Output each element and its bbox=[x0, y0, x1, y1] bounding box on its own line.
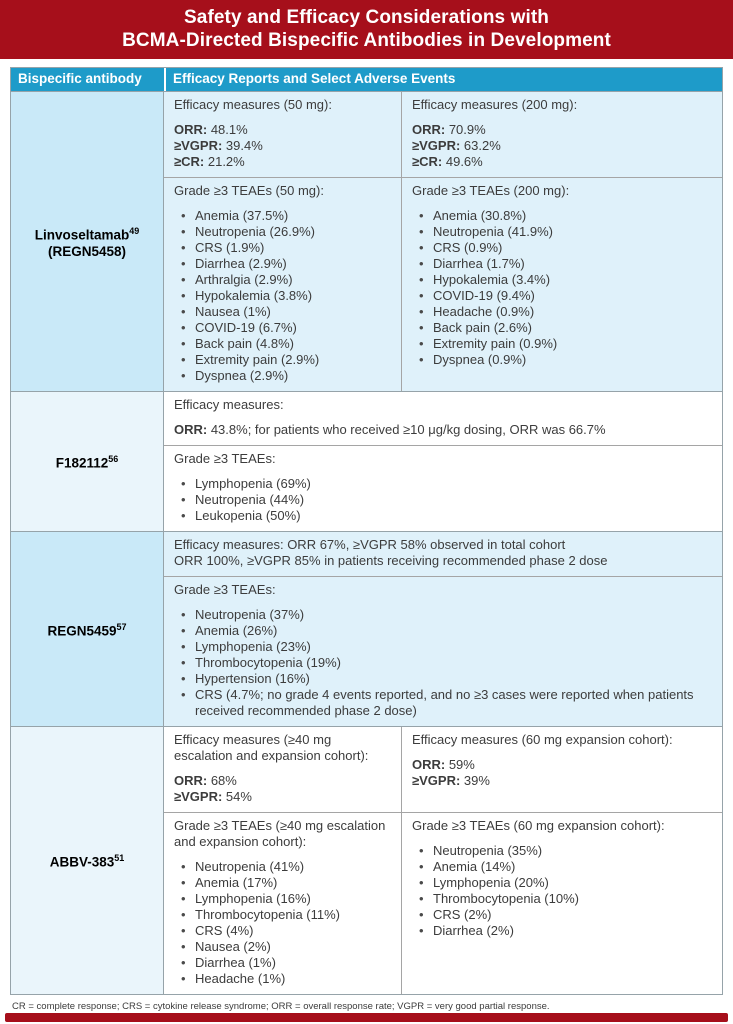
bullet-icon: • bbox=[181, 336, 186, 351]
teae-item bbox=[412, 288, 712, 304]
antibody-alias: (REGN5458) bbox=[47, 244, 127, 260]
bullet-icon: • bbox=[181, 240, 186, 255]
teae-text: Diarrhea (2.9%) bbox=[195, 256, 287, 271]
teae-item bbox=[174, 623, 712, 639]
teae-item bbox=[412, 843, 712, 859]
teae-item bbox=[174, 639, 712, 655]
bullet-icon: • bbox=[419, 859, 424, 874]
teae-item bbox=[174, 240, 391, 256]
teae-item bbox=[174, 288, 391, 304]
teae-text: CRS (2%) bbox=[433, 907, 492, 922]
teae-text: Arthralgia (2.9%) bbox=[195, 272, 293, 287]
teae-item bbox=[412, 320, 712, 336]
row-content bbox=[164, 727, 722, 994]
teae-cell bbox=[164, 812, 401, 994]
teae-item bbox=[412, 208, 712, 224]
teae-item bbox=[174, 304, 391, 320]
measure-label: ORR: bbox=[174, 122, 208, 137]
teae-text: Thrombocytopenia (10%) bbox=[433, 891, 579, 906]
bullet-icon: • bbox=[181, 859, 186, 874]
column-header-antibody: Bispecific antibody bbox=[11, 68, 164, 91]
antibody-cell bbox=[11, 392, 164, 531]
measure-label: ORR: bbox=[412, 757, 446, 772]
teae-item bbox=[412, 875, 712, 891]
measure-label: ≥CR: bbox=[412, 154, 443, 169]
teae-item bbox=[412, 224, 712, 240]
bullet-icon: • bbox=[181, 955, 186, 970]
teae-item bbox=[174, 320, 391, 336]
teae-text: Extremity pain (2.9%) bbox=[195, 352, 320, 367]
measure-label: ORR: bbox=[412, 122, 446, 137]
section-title: Grade ≥3 TEAEs (200 mg): bbox=[412, 183, 570, 198]
teae-item bbox=[412, 256, 712, 272]
page-title-line1: Safety and Efficacy Considerations with bbox=[184, 7, 549, 28]
measure-line: ORR 100%, ≥VGPR 85% in patients receiving recommended phase 2 dose bbox=[174, 553, 608, 568]
teae-text: Neutropenia (44%) bbox=[195, 492, 305, 507]
measure-label: ORR: bbox=[174, 422, 208, 437]
antibody-name: Linvoseltamab$^{49}$ bbox=[34, 225, 140, 243]
bullet-icon: • bbox=[181, 971, 186, 986]
bullet-icon: • bbox=[181, 272, 186, 287]
row-content bbox=[164, 392, 722, 531]
teae-cell bbox=[164, 177, 401, 391]
teae-text: CRS (0.9%) bbox=[433, 240, 503, 255]
teae-item bbox=[412, 336, 712, 352]
teae-text: Leukopenia (50%) bbox=[195, 508, 301, 523]
teae-item bbox=[174, 859, 391, 875]
teae-item bbox=[174, 352, 391, 368]
teae-text: Hypokalemia (3.4%) bbox=[433, 272, 551, 287]
teae-text: Thrombocytopenia (19%) bbox=[195, 655, 341, 670]
bullet-icon: • bbox=[181, 256, 186, 271]
teae-text: Neutropenia (35%) bbox=[433, 843, 543, 858]
bullet-icon: • bbox=[181, 508, 186, 523]
bullet-icon: • bbox=[419, 320, 424, 335]
section-title: Grade ≥3 TEAEs: bbox=[174, 582, 276, 597]
efficacy-cell bbox=[164, 532, 722, 576]
section-title: Efficacy measures (200 mg): bbox=[412, 97, 578, 112]
measure-label: ≥VGPR: bbox=[174, 138, 223, 153]
teae-item bbox=[174, 907, 391, 923]
teae-cell bbox=[401, 177, 722, 391]
teae-text: Thrombocytopenia (11%) bbox=[195, 907, 340, 922]
teae-cell bbox=[164, 445, 722, 531]
bullet-icon: • bbox=[419, 208, 424, 223]
bullet-icon: • bbox=[181, 907, 186, 922]
bullet-icon: • bbox=[181, 655, 186, 670]
bottom-accent-bar bbox=[5, 1013, 728, 1022]
measure-label: ≥VGPR: bbox=[174, 789, 223, 804]
table-row bbox=[11, 531, 722, 726]
measure-label: ORR: bbox=[174, 773, 208, 788]
teae-text: CRS (1.9%) bbox=[195, 240, 265, 255]
measure-label: ≥VGPR: bbox=[412, 773, 461, 788]
teae-text: Neutropenia (37%) bbox=[195, 607, 305, 622]
bullet-icon: • bbox=[419, 288, 424, 303]
teae-list bbox=[174, 859, 391, 987]
bullet-icon: • bbox=[419, 875, 424, 890]
efficacy-cell bbox=[164, 727, 401, 812]
table-body bbox=[11, 91, 722, 994]
bullet-icon: • bbox=[181, 923, 186, 938]
teae-text: Extremity pain (0.9%) bbox=[433, 336, 558, 351]
teae-text: Headache (1%) bbox=[195, 971, 286, 986]
bullet-icon: • bbox=[419, 923, 424, 938]
teae-text: Diarrhea (1.7%) bbox=[433, 256, 525, 271]
measure-line: ORR: 43.8%; for patients who received ≥10 μg/kg dosing, ORR was 66.7% bbox=[174, 422, 606, 437]
antibody-name: F182112$^{56}$ bbox=[55, 454, 119, 471]
teae-item bbox=[174, 671, 712, 687]
efficacy-cell bbox=[401, 727, 722, 812]
teae-item bbox=[174, 875, 391, 891]
teae-item bbox=[412, 352, 712, 368]
abbreviation-footnote: CR = complete response; CRS = cytokine release syndrome; ORR = overall response rate; VGPR = very good partial response. bbox=[12, 1001, 550, 1012]
teae-text: Nausea (1%) bbox=[195, 304, 271, 319]
teae-text: Nausea (2%) bbox=[195, 939, 271, 954]
title-banner bbox=[0, 0, 733, 59]
bullet-icon: • bbox=[181, 492, 186, 507]
teae-text: Lymphopenia (23%) bbox=[195, 639, 311, 654]
teae-text: Dyspnea (0.9%) bbox=[433, 352, 527, 367]
teae-item bbox=[412, 240, 712, 256]
teae-text: Anemia (30.8%) bbox=[433, 208, 527, 223]
bullet-icon: • bbox=[181, 671, 186, 686]
efficacy-cell bbox=[401, 92, 722, 177]
teae-text: Back pain (4.8%) bbox=[195, 336, 294, 351]
teae-list bbox=[174, 476, 712, 524]
teae-item bbox=[174, 256, 391, 272]
teae-item bbox=[174, 971, 391, 987]
teae-text: Anemia (17%) bbox=[195, 875, 278, 890]
measure-line: ORR: 48.1% bbox=[174, 122, 248, 137]
teae-item bbox=[412, 272, 712, 288]
teae-text: Back pain (2.6%) bbox=[433, 320, 532, 335]
teae-list bbox=[412, 208, 712, 368]
teae-list bbox=[174, 607, 712, 719]
section-title: Efficacy measures: ORR 67%, ≥VGPR 58% observed in total cohort bbox=[174, 537, 566, 552]
bullet-icon: • bbox=[419, 336, 424, 351]
antibody-name: ABBV-$383^{51}$ bbox=[49, 853, 125, 870]
bullet-icon: • bbox=[419, 240, 424, 255]
teae-text: Headache (0.9%) bbox=[433, 304, 535, 319]
antibody-table bbox=[10, 67, 723, 995]
page-title-line2: BCMA-Directed Bispecific Antibodies in Development bbox=[122, 30, 611, 51]
teae-text: Lymphopenia (16%) bbox=[195, 891, 311, 906]
teae-list bbox=[412, 843, 712, 939]
teae-list bbox=[174, 208, 391, 384]
teae-text: Neutropenia (41.9%) bbox=[433, 224, 553, 239]
bullet-icon: • bbox=[181, 639, 186, 654]
bullet-icon: • bbox=[181, 891, 186, 906]
table-row bbox=[11, 91, 722, 391]
teae-text: Hypokalemia (3.8%) bbox=[195, 288, 313, 303]
reference-superscript: 56 bbox=[108, 454, 119, 465]
bullet-icon: • bbox=[181, 368, 186, 383]
reference-superscript: 49 bbox=[129, 225, 140, 236]
column-header-efficacy: Efficacy Reports and Select Adverse Events bbox=[166, 68, 722, 91]
teae-item bbox=[174, 891, 391, 907]
table-row bbox=[11, 726, 722, 994]
bullet-icon: • bbox=[419, 224, 424, 239]
efficacy-cell bbox=[164, 92, 401, 177]
teae-text: Neutropenia (26.9%) bbox=[195, 224, 315, 239]
measure-line: ORR: 70.9% bbox=[412, 122, 486, 137]
section-title: Efficacy measures: bbox=[174, 397, 284, 412]
bullet-icon: • bbox=[181, 320, 186, 335]
teae-text: COVID-19 (6.7%) bbox=[195, 320, 297, 335]
teae-item bbox=[174, 336, 391, 352]
bullet-icon: • bbox=[181, 939, 186, 954]
bullet-icon: • bbox=[181, 288, 186, 303]
teae-item bbox=[174, 368, 391, 384]
bullet-icon: • bbox=[419, 352, 424, 367]
teae-text: CRS (4%) bbox=[195, 923, 254, 938]
teae-item bbox=[174, 208, 391, 224]
section-title: Efficacy measures (50 mg): bbox=[174, 97, 332, 112]
teae-text: Diarrhea (2%) bbox=[433, 923, 514, 938]
measure-label: ≥VGPR: bbox=[412, 138, 461, 153]
antibody-name: REGN5459$^{57}$ bbox=[47, 621, 127, 639]
teae-item bbox=[412, 907, 712, 923]
antibody-cell bbox=[11, 92, 164, 391]
teae-text: COVID-19 (9.4%) bbox=[433, 288, 535, 303]
bullet-icon: • bbox=[181, 304, 186, 319]
efficacy-cell bbox=[164, 392, 722, 445]
bullet-icon: • bbox=[181, 687, 186, 702]
bullet-icon: • bbox=[181, 476, 186, 491]
bullet-icon: • bbox=[419, 843, 424, 858]
bullet-icon: • bbox=[419, 304, 424, 319]
measure-line: ≥CR: 21.2% bbox=[174, 154, 245, 169]
teae-item bbox=[412, 891, 712, 907]
bullet-icon: • bbox=[181, 208, 186, 223]
teae-text: CRS (4.7%; no grade 4 events reported, and no ≥3 cases were reported when patients received recommended phase 2 dose) bbox=[195, 687, 694, 718]
teae-item bbox=[174, 476, 712, 492]
table-header-row bbox=[11, 68, 722, 91]
teae-text: Anemia (37.5%) bbox=[195, 208, 289, 223]
measure-line: ≥VGPR: 39% bbox=[412, 773, 490, 788]
teae-item bbox=[412, 859, 712, 875]
section-title: Efficacy measures (≥40 mg escalation and expansion cohort): bbox=[174, 732, 369, 763]
teae-item bbox=[174, 492, 712, 508]
bullet-icon: • bbox=[181, 352, 186, 367]
teae-item bbox=[174, 955, 391, 971]
teae-text: Hypertension (16%) bbox=[195, 671, 310, 686]
measure-line: ≥VGPR: 54% bbox=[174, 789, 252, 804]
teae-item bbox=[412, 923, 712, 939]
bullet-icon: • bbox=[419, 256, 424, 271]
teae-text: Diarrhea (1%) bbox=[195, 955, 276, 970]
bullet-icon: • bbox=[181, 875, 186, 890]
teae-item bbox=[412, 304, 712, 320]
measure-line: ≥CR: 49.6% bbox=[412, 154, 483, 169]
teae-item bbox=[174, 508, 712, 524]
measure-line: ORR: 68% bbox=[174, 773, 237, 788]
measure-line: ≥VGPR: 39.4% bbox=[174, 138, 263, 153]
section-title: Grade ≥3 TEAEs (60 mg expansion cohort): bbox=[412, 818, 665, 833]
section-title: Grade ≥3 TEAEs (≥40 mg escalation and expansion cohort): bbox=[174, 818, 386, 849]
teae-text: Neutropenia (41%) bbox=[195, 859, 305, 874]
bullet-icon: • bbox=[419, 907, 424, 922]
bullet-icon: • bbox=[181, 607, 186, 622]
measure-label: ≥CR: bbox=[174, 154, 205, 169]
teae-item bbox=[174, 272, 391, 288]
row-content bbox=[164, 532, 722, 726]
teae-item bbox=[174, 923, 391, 939]
section-title: Grade ≥3 TEAEs: bbox=[174, 451, 276, 466]
teae-text: Anemia (26%) bbox=[195, 623, 278, 638]
teae-text: Dyspnea (2.9%) bbox=[195, 368, 289, 383]
measure-line: ORR: 59% bbox=[412, 757, 475, 772]
section-title: Efficacy measures (60 mg expansion cohort): bbox=[412, 732, 673, 747]
teae-text: Anemia (14%) bbox=[433, 859, 516, 874]
bullet-icon: • bbox=[181, 623, 186, 638]
bullet-icon: • bbox=[419, 891, 424, 906]
teae-item bbox=[174, 224, 391, 240]
teae-cell bbox=[401, 812, 722, 994]
antibody-cell bbox=[11, 532, 164, 726]
bullet-icon: • bbox=[419, 272, 424, 287]
bullet-icon: • bbox=[181, 224, 186, 239]
teae-item bbox=[174, 939, 391, 955]
antibody-cell bbox=[11, 727, 164, 994]
teae-item bbox=[174, 655, 712, 671]
table-row bbox=[11, 391, 722, 531]
teae-cell bbox=[164, 576, 722, 726]
teae-text: Lymphopenia (69%) bbox=[195, 476, 311, 491]
reference-superscript: 57 bbox=[116, 621, 127, 632]
row-content bbox=[164, 92, 722, 391]
teae-item bbox=[174, 607, 712, 623]
reference-superscript: 51 bbox=[114, 853, 125, 864]
teae-text: Lymphopenia (20%) bbox=[433, 875, 549, 890]
measure-line: ≥VGPR: 63.2% bbox=[412, 138, 501, 153]
section-title: Grade ≥3 TEAEs (50 mg): bbox=[174, 183, 324, 198]
teae-item bbox=[174, 687, 712, 719]
